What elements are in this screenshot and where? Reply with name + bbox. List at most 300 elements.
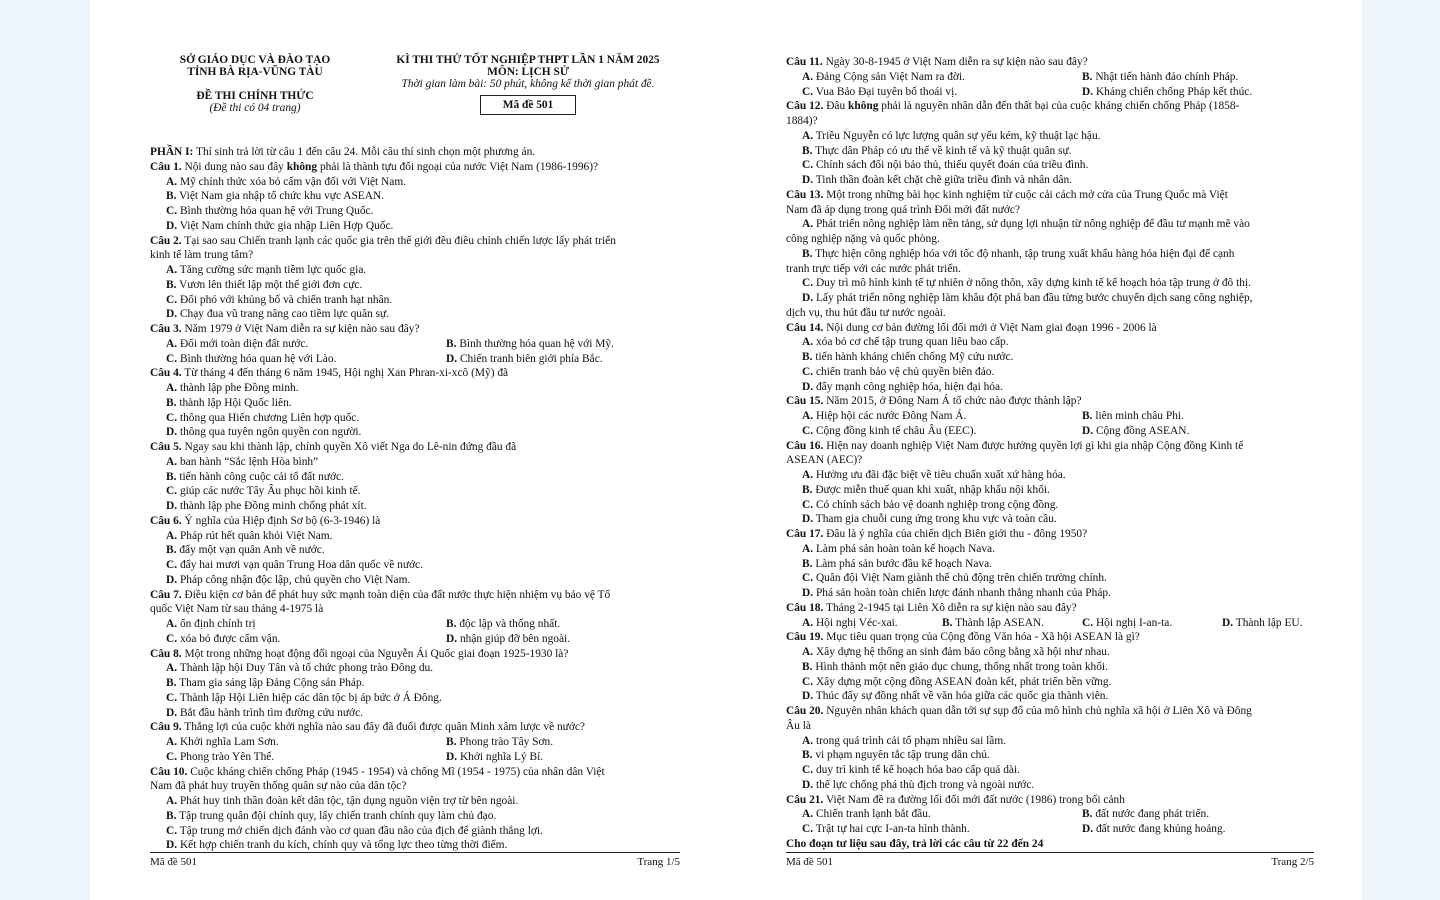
option-text: Hưởng ưu đãi đặc biệt về tiêu chuẩn xuất xứ hàng hóa. — [815, 469, 1066, 481]
option-letter: D. — [802, 380, 814, 393]
question-text: Ý nghĩa của Hiệp định Sơ bộ (6-3-1946) là — [181, 514, 381, 527]
answer-option — [1082, 85, 1314, 100]
answer-option — [150, 293, 680, 308]
option-text: đẩy một vạn quân Anh về nước. — [179, 544, 325, 557]
option-letter: C. — [1082, 616, 1094, 629]
answer-option — [446, 352, 680, 367]
question-text: Việt Nam đề ra đường lối đổi mới đất nước (1986) trong bối cảnh — [823, 793, 1125, 806]
option-letter: C. — [802, 823, 814, 835]
question-text: Tại sao sau Chiến tranh lạnh các quốc gia trên thế giới đều điều chỉnh chiến lược lấy phát triển — [181, 234, 616, 247]
option-text: duy trì kinh tế kế hoạch hóa bao cấp quá dài. — [815, 764, 1020, 776]
option-letter: B. — [802, 247, 813, 260]
option-letter: A. — [166, 618, 178, 630]
option-letter: D. — [166, 839, 178, 852]
answer-option — [150, 484, 680, 499]
answer-option — [786, 586, 1314, 601]
option-text: Thành lập EU. — [1235, 616, 1303, 629]
answer-option — [786, 365, 1314, 380]
option-text: Phá sản hoàn toàn chiến lược đánh nhanh thắng nhanh của Pháp. — [815, 587, 1111, 599]
answer-option — [166, 352, 446, 367]
question-block — [150, 160, 680, 234]
exam-sheet — [90, 0, 1362, 900]
answer-option — [786, 350, 1314, 365]
answer-option — [786, 660, 1314, 675]
page-footer — [786, 852, 1314, 868]
question-text: Hiện nay doanh nghiệp Việt Nam được hưởng quyền lợi gì khi gia nhập Cộng đồng Kinh tế — [823, 439, 1244, 452]
question-stem — [150, 588, 680, 603]
question-block — [150, 588, 680, 647]
answer-option — [802, 85, 1082, 100]
question-continuation: Nam đã phát huy truyền thống quân sự nào của dân tộc? — [150, 780, 407, 793]
answer-option — [166, 617, 446, 632]
question-text: Đâu là ý nghĩa của chiến dịch Biên giới thu - đông 1950? — [823, 528, 1088, 540]
exam-page-1 — [150, 0, 680, 900]
question-text: Năm 1979 ở Việt Nam diễn ra sự kiện nào sau đây? — [181, 323, 420, 335]
footer-code: Mã đề 501 — [150, 856, 198, 868]
option-text: Bắt đầu hành trình tìm đường cứu nước. — [179, 706, 363, 719]
option-text: thành lập phe Đồng minh. — [179, 382, 299, 394]
question-stem — [150, 765, 680, 780]
option-text: Nhật tiến hành đảo chính Pháp. — [1095, 70, 1239, 83]
exam-header — [150, 54, 680, 146]
question-block — [786, 99, 1314, 188]
footer-page: Trang 2/5 — [1271, 856, 1314, 868]
question-number: Câu 9. — [150, 721, 182, 734]
option-text: Chạy đua vũ trang nâng cao tiềm lực quân sự. — [179, 308, 390, 321]
option-letter: B. — [802, 660, 813, 673]
option-text: Hội nghị Véc-xai. — [815, 616, 898, 629]
option-text: Xây dựng một cộng đồng ASEAN đoàn kết, phát triển bền vững. — [815, 675, 1112, 688]
option-letter: D. — [802, 292, 814, 304]
option-text: Phong trào Tây Sơn. — [459, 736, 554, 748]
answer-option — [802, 409, 1082, 424]
answer-option — [802, 807, 1082, 822]
answer-option — [150, 794, 680, 809]
answer-option — [150, 219, 680, 234]
question-number: Câu 16. — [786, 439, 824, 452]
question-block — [150, 720, 680, 764]
option-text: Hiệp hội các nước Đông Nam Á. — [815, 410, 967, 422]
question-text: Mục tiêu quan trọng của Cộng đồng Văn hóa - Xã hội ASEAN là gì? — [823, 631, 1140, 644]
option-text: Thành lập hội Duy Tân và tổ chức phong trào Đông du. — [179, 662, 434, 675]
option-text: trong quá trình cải tổ phạm nhiều sai lầm. — [815, 734, 1007, 747]
option-letter: C. — [166, 559, 178, 571]
answer-option — [446, 617, 680, 632]
question-stem — [150, 440, 680, 455]
answer-option — [1082, 822, 1314, 837]
answer-option — [786, 247, 1314, 262]
question-stem — [786, 793, 1314, 808]
answer-option — [786, 734, 1314, 749]
option-letter: A. — [802, 469, 814, 481]
question-text: Năm 2015, ở Đông Nam Á tổ chức nào được thành lập? — [823, 395, 1082, 408]
answer-option — [1082, 807, 1314, 822]
option-letter: B. — [1082, 808, 1093, 821]
option-letter: C. — [166, 691, 178, 704]
answer-option — [446, 632, 680, 647]
question-block — [786, 439, 1314, 528]
option-letter: B. — [166, 470, 177, 483]
question-stem — [150, 720, 680, 735]
question-number: Câu 15. — [786, 395, 824, 408]
question-stem — [150, 366, 680, 381]
option-text: nhận giúp đỡ bên ngoài. — [459, 632, 571, 645]
answer-option — [786, 380, 1314, 395]
question-block — [150, 647, 680, 721]
page-footer — [150, 852, 680, 868]
option-text: thông qua Hiến chương Liên hợp quốc. — [179, 411, 360, 424]
question-stem — [150, 234, 680, 249]
option-letter: D. — [802, 174, 814, 186]
answer-option — [786, 498, 1314, 513]
option-letter: B. — [166, 278, 177, 291]
option-text: độc lập và thống nhất. — [459, 618, 561, 630]
option-letter: C. — [802, 159, 814, 172]
answer-option — [166, 750, 446, 765]
option-text: Phong trào Yên Thế. — [179, 750, 275, 763]
answer-option — [150, 543, 680, 558]
option-letter: C. — [802, 424, 814, 437]
option-text: Chính sách đối nội bảo thủ, thiếu quyết đoán của triều đình. — [815, 159, 1089, 172]
question-text: Nội dung cơ bản đường lối đổi mới ở Việt Nam giai đoạn 1996 - 2006 là — [823, 321, 1157, 334]
option-letter: A. — [166, 382, 178, 394]
option-text: thế lực chống phá thù địch trong và ngoài nước. — [815, 778, 1035, 791]
option-letter: B. — [802, 749, 813, 762]
answer-option — [1222, 616, 1314, 631]
option-letter: C. — [802, 277, 814, 290]
answer-option — [150, 676, 680, 691]
option-letter: A. — [166, 795, 178, 807]
answer-option — [786, 483, 1314, 498]
option-text: Thành lập ASEAN. — [955, 616, 1045, 629]
answer-option — [150, 175, 680, 190]
option-letter: A. — [166, 175, 178, 188]
question-block — [150, 514, 680, 588]
option-text: Thực dân Pháp có ưu thế về kinh tế và kỹ thuật quân sự. — [815, 144, 1072, 157]
question-block — [786, 527, 1314, 601]
option-text: đất nước đang khủng hoảng. — [1095, 823, 1226, 835]
option-letter: C. — [802, 572, 814, 585]
question-stem — [786, 321, 1314, 336]
option-text: Pháp công nhận độc lập, chủ quyền cho Việt Nam. — [179, 573, 411, 586]
option-text: đẩy hai mươi vạn quân Trung Hoa dân quốc về nước. — [179, 559, 423, 571]
answer-option — [802, 822, 1082, 837]
question-block — [786, 55, 1314, 99]
answer-option — [150, 307, 680, 322]
option-letter: D. — [166, 219, 178, 232]
option-letter: B. — [802, 144, 813, 157]
answer-row — [786, 807, 1314, 822]
option-continuation: dịch vụ, thu hút đầu tư nước ngoài. — [786, 306, 946, 319]
question-stem — [786, 704, 1314, 719]
option-letter: C. — [166, 352, 178, 365]
option-letter: C. — [166, 824, 178, 837]
answer-option — [150, 558, 680, 573]
option-letter: B. — [802, 351, 813, 363]
question-number: Câu 6. — [150, 514, 182, 527]
option-letter: B. — [166, 677, 177, 689]
question-block — [150, 366, 680, 440]
option-letter: B. — [802, 557, 813, 570]
question-stem — [150, 514, 680, 529]
question-number: Câu 21. — [786, 793, 824, 806]
question-stem — [150, 160, 680, 175]
option-letter: C. — [166, 485, 178, 498]
answer-option — [150, 499, 680, 514]
option-text: ban hành “Sắc lệnh Hòa bình” — [179, 455, 319, 468]
option-letter: C. — [802, 498, 814, 511]
answer-row — [786, 409, 1314, 424]
answer-option — [150, 706, 680, 721]
option-letter: A. — [802, 218, 814, 231]
answer-option — [786, 129, 1314, 144]
option-text: Phát huy tinh thần đoàn kết dân tộc, tận dụng nguồn viện trợ từ bên ngoài. — [179, 795, 519, 807]
answer-option — [786, 144, 1314, 159]
page-2-body — [786, 55, 1314, 852]
answer-option — [1082, 616, 1222, 631]
answer-option — [166, 735, 446, 750]
option-text: Thành lập Hội Liên hiệp các dân tộc bị áp bức ở Á Đông. — [179, 691, 442, 704]
answer-option — [786, 276, 1314, 291]
option-letter: A. — [802, 336, 814, 349]
question-number: Câu 14. — [786, 321, 824, 334]
option-text: Trật tự hai cực I-an-ta hình thành. — [815, 823, 970, 835]
question-number: Câu 5. — [150, 441, 182, 453]
option-letter: A. — [166, 264, 178, 276]
option-text: Khởi nghĩa Lý Bí. — [459, 750, 544, 763]
question-text: Ngay sau khi thành lập, chính quyền Xô viết Nga do Lê-nin đứng đầu đã — [181, 441, 517, 453]
answer-row — [150, 617, 680, 632]
question-number: Câu 19. — [786, 631, 824, 644]
option-letter: D. — [1082, 823, 1094, 835]
option-text: Triều Nguyễn có lực lượng quân sự yếu kém, kỹ thuật lạc hậu. — [815, 129, 1101, 142]
question-text: Thắng lợi của cuộc khởi nghĩa nào sau đây đã đuổi được quân Minh xâm lược về nước? — [181, 721, 585, 734]
option-text: Tập trung mở chiến dịch đánh vào cơ quan đầu não của địch để giành thắng lợi. — [179, 824, 543, 837]
option-letter: A. — [802, 70, 814, 83]
answer-option — [150, 189, 680, 204]
option-letter: B. — [166, 396, 177, 409]
answer-option — [942, 616, 1082, 631]
question-text: Nội dung nào sau đây — [181, 160, 287, 173]
option-text: Hình thành một nền giáo dục chung, thống nhất trong toàn khối. — [815, 660, 1108, 673]
option-text: thành lập phe Đồng minh chống phát xít. — [179, 500, 367, 512]
answer-option — [786, 173, 1314, 188]
option-text: Làm phá sản hoàn toàn kế hoạch Nava. — [815, 542, 995, 555]
answer-option — [150, 824, 680, 839]
option-text: xóa bỏ cơ chế tập trung quan liêu bao cấp. — [815, 336, 1009, 349]
official-label: ĐỀ THI CHÍNH THỨC — [196, 90, 314, 102]
option-letter: B. — [446, 736, 457, 748]
option-text: Quân đội Việt Nam giành thế chủ động trên chiến trường chính. — [815, 572, 1107, 585]
answer-option — [150, 396, 680, 411]
option-letter: A. — [166, 455, 178, 468]
exam-code-box: Mã đề 501 — [480, 95, 577, 115]
question-stem — [786, 99, 1314, 114]
option-text: Cộng đồng ASEAN. — [1095, 424, 1190, 437]
option-letter: A. — [166, 337, 178, 350]
footer-code: Mã đề 501 — [786, 856, 834, 868]
option-text: Bình thường hóa quan hệ với Lào. — [179, 352, 337, 365]
option-letter: B. — [942, 616, 953, 629]
question-emphasis: không — [848, 100, 879, 113]
option-text: Đảng Cộng sản Việt Nam ra đời. — [815, 70, 966, 83]
part-instruction — [150, 145, 680, 160]
option-letter: A. — [802, 542, 814, 555]
question-number: Câu 4. — [150, 367, 182, 380]
answer-row — [786, 822, 1314, 837]
answer-option — [802, 70, 1082, 85]
question-block — [150, 322, 680, 366]
header-right — [368, 54, 688, 115]
question-block — [786, 321, 1314, 395]
question-stem — [786, 188, 1314, 203]
option-text: Bình thường hóa quan hệ với Mỹ. — [459, 337, 614, 350]
answer-option — [150, 263, 680, 278]
question-number: Câu 2. — [150, 234, 182, 247]
question-number: Câu 17. — [786, 528, 824, 540]
answer-option — [786, 557, 1314, 572]
question-continuation: Âu là — [786, 719, 811, 732]
option-text: Tăng cường sức mạnh tiềm lực quốc gia. — [179, 264, 367, 276]
answer-option — [1082, 424, 1314, 439]
option-letter: B. — [166, 809, 177, 822]
option-text: liên minh châu Phi. — [1095, 410, 1184, 422]
question-emphasis: không — [286, 160, 318, 173]
option-text: Tham gia chuỗi cung ứng trong khu vực và toàn cầu. — [815, 513, 1057, 526]
option-letter: C. — [802, 365, 814, 378]
answer-option — [786, 675, 1314, 690]
question-number: Câu 10. — [150, 765, 188, 778]
page-1-body — [150, 145, 680, 853]
question-number: Câu 13. — [786, 188, 824, 201]
answer-option — [150, 661, 680, 676]
question-text-end: phải là nguyên nhân dẫn đến thất bại của cuộc kháng chiến chống Pháp (1858- — [878, 100, 1240, 113]
option-letter: D. — [166, 308, 178, 321]
option-letter: C. — [166, 632, 178, 645]
question-continuation: Nam đã áp dụng trong quá trình Đổi mới đất nước? — [786, 203, 1020, 216]
option-text: Hội nghị I-an-ta. — [1095, 616, 1173, 629]
answer-option — [802, 424, 1082, 439]
question-continuation: kinh tế làm trung tâm? — [150, 249, 254, 262]
option-text: Tập trung quân đội chính quy, lấy chiến tranh chính quy làm chủ đạo. — [179, 809, 497, 822]
answer-option — [150, 411, 680, 426]
question-stem — [786, 527, 1314, 542]
option-continuation: tranh trực tiếp với các nước phát triển. — [786, 262, 961, 275]
question-number: Câu 8. — [150, 647, 182, 660]
answer-option — [446, 750, 680, 765]
answer-option — [166, 337, 446, 352]
option-text: Việt Nam gia nhập tổ chức khu vực ASEAN. — [179, 190, 385, 203]
province-name: TỈNH BÀ RỊA-VŨNG TÀU — [187, 66, 323, 78]
option-letter: A. — [802, 734, 814, 747]
department-name: SỞ GIÁO DỤC VÀ ĐÀO TẠO — [179, 54, 331, 66]
option-text: vi phạm nguyên tắc tập trung dân chủ. — [815, 749, 990, 762]
question-stem — [150, 647, 680, 662]
question-text: Từ tháng 4 đến tháng 6 năm 1945, Hội nghị Xan Phran-xi-xcô (Mỹ) đã — [181, 367, 509, 380]
answer-option — [786, 158, 1314, 173]
answer-option — [786, 571, 1314, 586]
answer-option — [150, 838, 680, 853]
option-text: Cộng đồng kinh tế châu Âu (EEC). — [815, 424, 977, 437]
option-text: giúp các nước Tây Âu phục hồi kinh tế. — [179, 485, 361, 498]
option-text: thành lập Hội Quốc liên. — [179, 396, 292, 409]
question-text: Một trong những bài học kinh nghiệm từ cuộc cải cách mở cửa của Trung Quốc mà Việt — [823, 188, 1228, 201]
option-letter: D. — [802, 778, 814, 791]
closing-instruction: Cho đoạn tư liệu sau đây, trả lời các câu từ 22 đến 24 — [786, 837, 1044, 850]
option-text: Chiến tranh biên giới phía Bắc. — [459, 352, 603, 365]
option-letter: C. — [166, 205, 178, 217]
answer-option — [1082, 70, 1314, 85]
option-letter: C. — [802, 675, 814, 688]
option-letter: B. — [166, 544, 177, 557]
answer-row — [150, 352, 680, 367]
answer-row — [786, 85, 1314, 100]
answer-option — [786, 778, 1314, 793]
option-text: thông qua tuyên ngôn quyền con người. — [179, 426, 362, 439]
option-letter: A. — [802, 808, 814, 821]
option-text: Lấy phát triển nông nghiệp làm khâu đột phá ban đầu từng bước chuyển dịch sang công nghiệp, — [815, 292, 1253, 304]
option-text: chiến tranh bảo vệ chủ quyền biên đảo. — [815, 365, 995, 378]
option-text: Duy trì mô hình kinh tế tự nhiên ở nông thôn, xây dựng kinh tế kế hoạch hóa tập trung ở đô thị. — [815, 277, 1251, 290]
option-text: Được miễn thuế quan khi xuất, nhập khẩu nội khối. — [815, 483, 1050, 496]
option-letter: D. — [1222, 616, 1234, 629]
answer-option — [786, 763, 1314, 778]
question-block — [786, 394, 1314, 438]
option-text: đất nước đang phát triển. — [1095, 808, 1210, 821]
option-text: Bình thường hóa quan hệ với Trung Quốc. — [179, 205, 374, 217]
option-text: Kết hợp chiến tranh du kích, chính quy và tổng lực theo từng thời điểm. — [179, 839, 508, 852]
option-letter: D. — [166, 426, 178, 439]
answer-option — [150, 691, 680, 706]
option-text: Tham gia sáng lập Đảng Cộng sản Pháp. — [179, 677, 365, 689]
option-letter: C. — [802, 85, 814, 98]
option-text: Thúc đẩy sự đồng nhất về văn hóa giữa các quốc gia thành viên. — [815, 690, 1109, 703]
option-continuation: công nghiệp nặng và quốc phòng. — [786, 233, 940, 245]
option-letter: A. — [166, 736, 178, 748]
question-list — [786, 55, 1314, 837]
answer-option — [150, 573, 680, 588]
answer-option — [150, 278, 680, 293]
answer-row — [786, 70, 1314, 85]
question-block — [786, 188, 1314, 321]
option-text: Vươn lên thiết lập một thế giới đơn cực. — [179, 278, 363, 291]
answer-option — [802, 616, 942, 631]
option-text: tiến hành công cuộc cải tổ đất nước. — [179, 470, 344, 483]
option-text: đẩy mạnh công nghiệp hóa, hiện đại hóa. — [815, 380, 1003, 393]
question-text: Đâu — [823, 100, 849, 113]
option-text: Phát triển nông nghiệp làm nền tảng, sử dụng lợi nhuận từ nông nghiệp để đầu tư mạnh mẽ vào — [815, 218, 1250, 231]
option-text: Pháp rút hết quân khỏi Việt Nam. — [179, 529, 333, 542]
option-text: Đối phó với khủng bố và chiến tranh hạt nhân. — [179, 293, 393, 306]
option-text: Khởi nghĩa Lam Sơn. — [179, 736, 279, 748]
answer-option — [150, 204, 680, 219]
question-text-end: phải là thành tựu đối ngoại của nước Việt Nam (1986-1996)? — [317, 160, 599, 173]
option-letter: D. — [1082, 85, 1094, 98]
answer-option — [786, 217, 1314, 232]
option-letter: C. — [802, 764, 814, 776]
option-letter: A. — [802, 646, 814, 658]
answer-row — [150, 632, 680, 647]
exam-page-2 — [786, 0, 1314, 900]
answer-option — [150, 529, 680, 544]
option-text: Có chính sách bảo vệ doanh nghiệp trong cộng đồng. — [815, 498, 1059, 511]
question-stem — [150, 322, 680, 337]
exam-title: KÌ THI THỬ TỐT NGHIỆP THPT LẦN 1 NĂM 2025 — [396, 54, 660, 66]
question-stem — [786, 394, 1314, 409]
question-block — [786, 630, 1314, 704]
question-block — [150, 765, 680, 854]
answer-option — [786, 468, 1314, 483]
